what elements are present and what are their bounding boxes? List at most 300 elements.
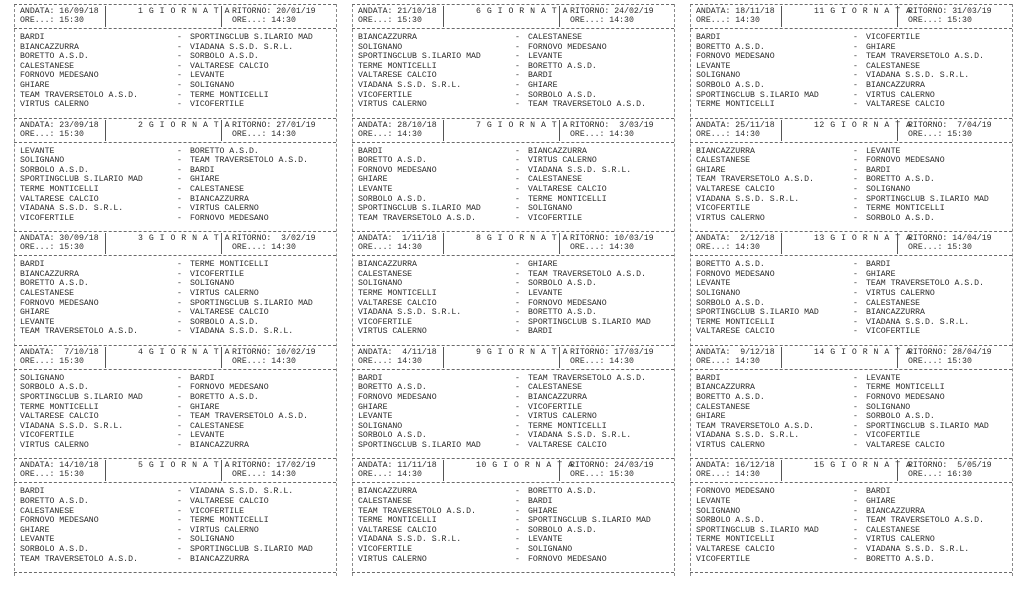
home-team: TERME MONTICELLI bbox=[20, 402, 99, 412]
away-team: LEVANTE bbox=[190, 431, 225, 441]
vs-dash: - bbox=[853, 383, 858, 393]
home-team: VALTARESE CALCIO bbox=[20, 412, 99, 422]
round-block bbox=[14, 458, 336, 572]
match-row bbox=[20, 33, 336, 43]
home-team: BARDI bbox=[358, 146, 383, 156]
home-team: BARDI bbox=[20, 487, 45, 497]
andata-time: ORE...: 14:30 bbox=[696, 243, 760, 253]
vs-dash: - bbox=[515, 440, 520, 450]
round-header bbox=[690, 346, 1012, 368]
round-title: 14 G I O R N A T A bbox=[814, 347, 912, 357]
vs-dash: - bbox=[515, 506, 520, 516]
away-team: BORETTO A.S.D. bbox=[528, 487, 597, 497]
away-team: VIADANA S.S.D. S.R.L. bbox=[528, 165, 632, 175]
away-team: VALTARESE CALCIO bbox=[190, 496, 269, 506]
vs-dash: - bbox=[853, 33, 858, 42]
home-team: VICOFERTILE bbox=[358, 544, 413, 554]
vs-dash: - bbox=[853, 431, 858, 441]
round-title: 1 G I O R N A T A bbox=[138, 7, 231, 16]
home-team: BORETTO A.S.D. bbox=[696, 42, 765, 52]
vs-dash: - bbox=[515, 525, 520, 535]
home-team: TERME MONTICELLI bbox=[358, 288, 437, 298]
home-team: FORNOVO MEDESANO bbox=[20, 298, 99, 308]
away-team: SORBOLO A.S.D. bbox=[528, 279, 597, 289]
home-team: FORNOVO MEDESANO bbox=[696, 487, 775, 497]
match-list bbox=[690, 256, 1012, 337]
ritorno-date: RITORNO: 5/05/19 bbox=[908, 461, 992, 471]
match-row bbox=[696, 299, 1012, 309]
away-team: BARDI bbox=[528, 327, 553, 337]
home-team: TEAM TRAVERSETOLO A.S.D. bbox=[358, 506, 476, 516]
andata-time: ORE...: 15:30 bbox=[20, 129, 84, 139]
match-row bbox=[358, 555, 674, 565]
away-team: VICOFERTILE bbox=[190, 269, 245, 279]
away-team: SPORTINGCLUB S.ILARIO MAD bbox=[190, 298, 313, 308]
match-row bbox=[696, 441, 1012, 451]
match-row bbox=[20, 487, 336, 497]
vs-dash: - bbox=[853, 204, 858, 214]
home-team: VIRTUS CALERNO bbox=[358, 327, 427, 337]
round-title: 15 G I O R N A T A bbox=[814, 461, 912, 471]
match-row bbox=[20, 299, 336, 309]
away-team: VIRTUS CALERNO bbox=[866, 535, 935, 545]
match-row bbox=[20, 166, 336, 176]
ritorno-time: ORE...: 14:30 bbox=[570, 129, 634, 139]
match-list bbox=[14, 483, 336, 564]
home-team: SOLIGNANO bbox=[20, 373, 65, 383]
ritorno-date: RITORNO: 20/01/19 bbox=[232, 7, 316, 16]
home-team: VICOFERTILE bbox=[696, 204, 751, 214]
away-team: VIADANA S.S.D. S.R.L. bbox=[190, 487, 294, 497]
match-row bbox=[20, 204, 336, 214]
away-team: BORETTO A.S.D. bbox=[866, 554, 935, 564]
match-row bbox=[20, 52, 336, 62]
away-team: SOLIGNANO bbox=[866, 402, 911, 412]
match-list bbox=[352, 143, 674, 224]
vs-dash: - bbox=[853, 90, 858, 100]
vs-dash: - bbox=[177, 440, 182, 450]
ritorno-date: RITORNO: 7/04/19 bbox=[908, 120, 992, 130]
vs-dash: - bbox=[177, 146, 182, 156]
home-team: VIADANA S.S.D. S.R.L. bbox=[20, 204, 124, 214]
away-team: BARDI bbox=[190, 165, 215, 175]
away-team: SPORTINGCLUB S.ILARIO MAD bbox=[190, 544, 313, 554]
andata-time: ORE...: 15:30 bbox=[358, 16, 422, 25]
away-team: TEAM TRAVERSETOLO A.S.D. bbox=[190, 156, 308, 166]
vs-dash: - bbox=[177, 184, 182, 194]
andata-date: ANDATA: 2/12/18 bbox=[696, 234, 775, 244]
home-team: BORETTO A.S.D. bbox=[358, 156, 427, 166]
away-team: VALTARESE CALCIO bbox=[190, 308, 269, 318]
home-team: SORBOLO A.S.D. bbox=[20, 383, 89, 393]
round-block bbox=[352, 458, 674, 572]
andata-date: ANDATA: 11/11/18 bbox=[358, 461, 437, 471]
match-row bbox=[358, 441, 674, 451]
ritorno-date: RITORNO: 3/03/19 bbox=[570, 120, 654, 130]
match-row bbox=[696, 43, 1012, 53]
match-row bbox=[696, 487, 1012, 497]
round-header bbox=[14, 232, 336, 254]
away-team: SOLIGNANO bbox=[190, 80, 235, 90]
away-team: VALTARESE CALCIO bbox=[866, 440, 945, 450]
match-list bbox=[352, 29, 674, 110]
vs-dash: - bbox=[515, 516, 520, 526]
away-team: SORBOLO A.S.D. bbox=[866, 412, 935, 422]
rounds-column bbox=[690, 4, 1012, 573]
home-team: BIANCAZZURRA bbox=[358, 260, 417, 270]
away-team: BIANCAZZURRA bbox=[528, 146, 587, 156]
column-border-right bbox=[336, 4, 337, 576]
header-separator bbox=[221, 347, 222, 368]
andata-date: ANDATA: 23/09/18 bbox=[20, 120, 99, 130]
match-row bbox=[696, 535, 1012, 545]
home-team: VIRTUS CALERNO bbox=[696, 213, 765, 223]
match-row bbox=[696, 166, 1012, 176]
away-team: TERME MONTICELLI bbox=[866, 204, 945, 214]
vs-dash: - bbox=[853, 269, 858, 279]
match-row bbox=[20, 308, 336, 318]
home-team: VICOFERTILE bbox=[358, 90, 413, 100]
away-team: SPORTINGCLUB S.ILARIO MAD bbox=[528, 516, 651, 526]
away-team: SOLIGNANO bbox=[528, 204, 573, 214]
away-team: BIANCAZZURRA bbox=[190, 440, 249, 450]
away-team: FORNOVO MEDESANO bbox=[190, 383, 269, 393]
vs-dash: - bbox=[853, 165, 858, 175]
away-team: FORNOVO MEDESANO bbox=[528, 554, 607, 564]
away-team: FORNOVO MEDESANO bbox=[190, 213, 269, 223]
home-team: LEVANTE bbox=[696, 279, 731, 289]
round-header bbox=[352, 232, 674, 254]
match-list bbox=[352, 370, 674, 451]
vs-dash: - bbox=[853, 554, 858, 564]
home-team: SOLIGNANO bbox=[696, 506, 741, 516]
home-team: VIADANA S.S.D. S.R.L. bbox=[696, 194, 800, 204]
away-team: VIRTUS CALERNO bbox=[190, 288, 259, 298]
ritorno-date: RITORNO: 27/01/19 bbox=[232, 120, 316, 130]
vs-dash: - bbox=[515, 327, 520, 337]
vs-dash: - bbox=[853, 544, 858, 554]
away-team: VIRTUS CALERNO bbox=[866, 288, 935, 298]
ritorno-date: RITORNO: 17/03/19 bbox=[570, 347, 654, 357]
round-title: 8 G I O R N A T A bbox=[476, 234, 569, 244]
home-team: SOLIGNANO bbox=[696, 71, 741, 81]
match-row bbox=[358, 487, 674, 497]
home-team: VIRTUS CALERNO bbox=[358, 100, 427, 110]
home-team: VIADANA S.S.D. S.R.L. bbox=[358, 308, 462, 318]
away-team: BARDI bbox=[528, 71, 553, 81]
home-team: SPORTINGCLUB S.ILARIO MAD bbox=[20, 392, 143, 402]
vs-dash: - bbox=[515, 194, 520, 204]
match-row bbox=[358, 318, 674, 328]
match-row bbox=[696, 62, 1012, 72]
away-team: VALTARESE CALCIO bbox=[528, 184, 607, 194]
home-team: TEAM TRAVERSETOLO A.S.D. bbox=[20, 327, 138, 337]
match-row bbox=[696, 100, 1012, 110]
andata-date: ANDATA: 7/10/18 bbox=[20, 347, 99, 357]
match-row bbox=[20, 403, 336, 413]
match-list bbox=[690, 29, 1012, 110]
home-team: TERME MONTICELLI bbox=[696, 535, 775, 545]
ritorno-date: RITORNO: 3/02/19 bbox=[232, 234, 316, 244]
away-team: BARDI bbox=[528, 496, 553, 506]
match-list bbox=[14, 29, 336, 110]
home-team: VIADANA S.S.D. S.R.L. bbox=[20, 421, 124, 431]
vs-dash: - bbox=[515, 279, 520, 289]
match-row bbox=[696, 555, 1012, 565]
match-row bbox=[696, 327, 1012, 337]
ritorno-time: ORE...: 14:30 bbox=[232, 129, 296, 139]
match-list bbox=[14, 370, 336, 451]
vs-dash: - bbox=[177, 525, 182, 535]
vs-dash: - bbox=[515, 175, 520, 185]
vs-dash: - bbox=[177, 412, 182, 422]
away-team: TERME MONTICELLI bbox=[866, 383, 945, 393]
away-team: VICOFERTILE bbox=[190, 506, 245, 516]
match-row bbox=[696, 185, 1012, 195]
away-team: LEVANTE bbox=[190, 71, 225, 81]
round-block bbox=[690, 4, 1012, 118]
away-team: TERME MONTICELLI bbox=[190, 516, 269, 526]
vs-dash: - bbox=[177, 33, 182, 42]
ritorno-date: RITORNO: 14/04/19 bbox=[908, 234, 992, 244]
match-row bbox=[358, 43, 674, 53]
home-team: SPORTINGCLUB S.ILARIO MAD bbox=[20, 175, 143, 185]
away-team: VIADANA S.S.D. S.R.L. bbox=[528, 431, 632, 441]
match-row bbox=[696, 147, 1012, 157]
home-team: GHIARE bbox=[696, 165, 726, 175]
round-header bbox=[690, 119, 1012, 141]
round-title: 10 G I O R N A T A bbox=[476, 461, 574, 471]
match-row bbox=[20, 412, 336, 422]
andata-time: ORE...: 14:30 bbox=[358, 356, 422, 366]
vs-dash: - bbox=[177, 90, 182, 100]
away-team: LEVANTE bbox=[528, 288, 563, 298]
home-team: BARDI bbox=[20, 33, 45, 42]
ritorno-date: RITORNO: 17/02/19 bbox=[232, 461, 316, 471]
vs-dash: - bbox=[515, 184, 520, 194]
andata-time: ORE...: 14:30 bbox=[358, 129, 422, 139]
home-team: FORNOVO MEDESANO bbox=[20, 71, 99, 81]
away-team: LEVANTE bbox=[528, 52, 563, 62]
vs-dash: - bbox=[515, 487, 520, 497]
home-team: VALTARESE CALCIO bbox=[20, 194, 99, 204]
home-team: SORBOLO A.S.D. bbox=[696, 516, 765, 526]
away-team: LEVANTE bbox=[866, 146, 901, 156]
home-team: BIANCAZZURRA bbox=[358, 487, 417, 497]
match-row bbox=[696, 279, 1012, 289]
vs-dash: - bbox=[853, 146, 858, 156]
match-row bbox=[20, 147, 336, 157]
header-separator bbox=[781, 460, 782, 481]
away-team: SOLIGNANO bbox=[190, 535, 235, 545]
home-team: FORNOVO MEDESANO bbox=[696, 52, 775, 62]
away-team: VICOFERTILE bbox=[190, 100, 245, 110]
match-row bbox=[358, 403, 674, 413]
home-team: SORBOLO A.S.D. bbox=[358, 431, 427, 441]
vs-dash: - bbox=[515, 412, 520, 422]
match-row bbox=[696, 383, 1012, 393]
vs-dash: - bbox=[853, 100, 858, 110]
match-row bbox=[696, 91, 1012, 101]
ritorno-date: RITORNO: 31/03/19 bbox=[908, 7, 992, 16]
andata-date: ANDATA: 1/11/18 bbox=[358, 234, 437, 244]
header-separator bbox=[897, 233, 898, 254]
away-team: FORNOVO MEDESANO bbox=[866, 156, 945, 166]
vs-dash: - bbox=[853, 506, 858, 516]
vs-dash: - bbox=[177, 402, 182, 412]
home-team: SPORTINGCLUB S.ILARIO MAD bbox=[696, 308, 819, 318]
match-row bbox=[358, 204, 674, 214]
vs-dash: - bbox=[515, 402, 520, 412]
vs-dash: - bbox=[177, 260, 182, 270]
header-separator bbox=[105, 6, 106, 27]
home-team: VALTARESE CALCIO bbox=[696, 544, 775, 554]
match-row bbox=[358, 308, 674, 318]
round-block bbox=[14, 231, 336, 345]
match-row bbox=[358, 507, 674, 517]
away-team: BORETTO A.S.D. bbox=[190, 146, 259, 156]
home-team: GHIARE bbox=[20, 80, 50, 90]
andata-time: ORE...: 14:30 bbox=[358, 243, 422, 253]
home-team: VALTARESE CALCIO bbox=[696, 327, 775, 337]
match-row bbox=[358, 516, 674, 526]
away-team: VIRTUS CALERNO bbox=[190, 204, 259, 214]
match-row bbox=[20, 545, 336, 555]
round-header bbox=[14, 459, 336, 481]
home-team: TERME MONTICELLI bbox=[696, 317, 775, 327]
match-list bbox=[14, 256, 336, 337]
home-team: FORNOVO MEDESANO bbox=[358, 165, 437, 175]
round-header bbox=[14, 5, 336, 27]
away-team: SPORTINGCLUB S.ILARIO MAD bbox=[866, 194, 989, 204]
match-row bbox=[696, 52, 1012, 62]
away-team: TERME MONTICELLI bbox=[190, 260, 269, 270]
vs-dash: - bbox=[177, 317, 182, 327]
round-block bbox=[690, 118, 1012, 232]
round-block bbox=[690, 345, 1012, 459]
header-separator bbox=[559, 6, 560, 27]
round-block bbox=[352, 4, 674, 118]
away-team: VICOFERTILE bbox=[866, 327, 921, 337]
away-team: TEAM TRAVERSETOLO A.S.D. bbox=[528, 373, 646, 383]
vs-dash: - bbox=[515, 165, 520, 175]
vs-dash: - bbox=[515, 100, 520, 110]
home-team: SOLIGNANO bbox=[358, 421, 403, 431]
andata-time: ORE...: 14:30 bbox=[696, 470, 760, 480]
column-border-right bbox=[1012, 4, 1013, 576]
home-team: TERME MONTICELLI bbox=[696, 100, 775, 110]
vs-dash: - bbox=[853, 156, 858, 166]
header-separator bbox=[443, 460, 444, 481]
match-row bbox=[696, 545, 1012, 555]
away-team: SOLIGNANO bbox=[866, 184, 911, 194]
match-row bbox=[20, 289, 336, 299]
home-team: VIRTUS CALERNO bbox=[358, 554, 427, 564]
away-team: BIANCAZZURRA bbox=[866, 80, 925, 90]
round-block bbox=[14, 345, 336, 459]
vs-dash: - bbox=[515, 544, 520, 554]
round-block bbox=[690, 231, 1012, 345]
away-team: VIRTUS CALERNO bbox=[190, 525, 259, 535]
away-team: SOLIGNANO bbox=[528, 544, 573, 554]
round-block bbox=[14, 118, 336, 232]
vs-dash: - bbox=[853, 421, 858, 431]
match-row bbox=[696, 33, 1012, 43]
home-team: VIRTUS CALERNO bbox=[696, 440, 765, 450]
vs-dash: - bbox=[177, 213, 182, 223]
header-separator bbox=[105, 347, 106, 368]
home-team: TERME MONTICELLI bbox=[358, 61, 437, 71]
home-team: BIANCAZZURRA bbox=[358, 33, 417, 42]
home-team: BORETTO A.S.D. bbox=[696, 392, 765, 402]
vs-dash: - bbox=[853, 260, 858, 270]
ritorno-time: ORE...: 15:30 bbox=[908, 16, 972, 25]
ritorno-date: RITORNO: 28/04/19 bbox=[908, 347, 992, 357]
match-row bbox=[20, 516, 336, 526]
vs-dash: - bbox=[515, 535, 520, 545]
away-team: VALTARESE CALCIO bbox=[866, 100, 945, 110]
round-header bbox=[14, 119, 336, 141]
away-team: BORETTO A.S.D. bbox=[190, 392, 259, 402]
vs-dash: - bbox=[177, 52, 182, 62]
header-separator bbox=[897, 347, 898, 368]
home-team: BIANCAZZURRA bbox=[696, 383, 755, 393]
match-row bbox=[358, 52, 674, 62]
home-team: TEAM TRAVERSETOLO A.S.D. bbox=[696, 421, 814, 431]
home-team: FORNOVO MEDESANO bbox=[358, 392, 437, 402]
match-list bbox=[352, 256, 674, 337]
ritorno-date: RITORNO: 10/02/19 bbox=[232, 347, 316, 357]
round-title: 11 G I O R N A T A bbox=[814, 7, 912, 16]
away-team: TEAM TRAVERSETOLO A.S.D. bbox=[528, 100, 646, 110]
vs-dash: - bbox=[853, 308, 858, 318]
home-team: GHIARE bbox=[20, 308, 50, 318]
match-row bbox=[358, 156, 674, 166]
away-team: TEAM TRAVERSETOLO A.S.D. bbox=[866, 52, 984, 62]
match-row bbox=[696, 175, 1012, 185]
vs-dash: - bbox=[853, 298, 858, 308]
home-team: CALESTANESE bbox=[696, 402, 751, 412]
home-team: CALESTANESE bbox=[20, 506, 75, 516]
home-team: VIRTUS CALERNO bbox=[20, 100, 89, 110]
away-team: CALESTANESE bbox=[528, 383, 583, 393]
round-header bbox=[690, 5, 1012, 27]
vs-dash: - bbox=[177, 544, 182, 554]
ritorno-time: ORE...: 14:30 bbox=[232, 470, 296, 480]
home-team: VALTARESE CALCIO bbox=[358, 71, 437, 81]
vs-dash: - bbox=[853, 535, 858, 545]
match-row bbox=[20, 393, 336, 403]
away-team: SOLIGNANO bbox=[190, 279, 235, 289]
header-separator bbox=[221, 6, 222, 27]
away-team: BARDI bbox=[866, 487, 891, 497]
vs-dash: - bbox=[853, 213, 858, 223]
divider bbox=[14, 572, 336, 573]
match-row bbox=[696, 289, 1012, 299]
ritorno-time: ORE...: 14:30 bbox=[232, 16, 296, 25]
home-team: VICOFERTILE bbox=[20, 213, 75, 223]
vs-dash: - bbox=[177, 308, 182, 318]
home-team: VICOFERTILE bbox=[20, 431, 75, 441]
match-row bbox=[358, 195, 674, 205]
round-header bbox=[690, 232, 1012, 254]
vs-dash: - bbox=[515, 421, 520, 431]
vs-dash: - bbox=[177, 175, 182, 185]
home-team: TEAM TRAVERSETOLO A.S.D. bbox=[696, 175, 814, 185]
home-team: SORBOLO A.S.D. bbox=[358, 194, 427, 204]
match-row bbox=[696, 374, 1012, 384]
round-header bbox=[690, 459, 1012, 481]
